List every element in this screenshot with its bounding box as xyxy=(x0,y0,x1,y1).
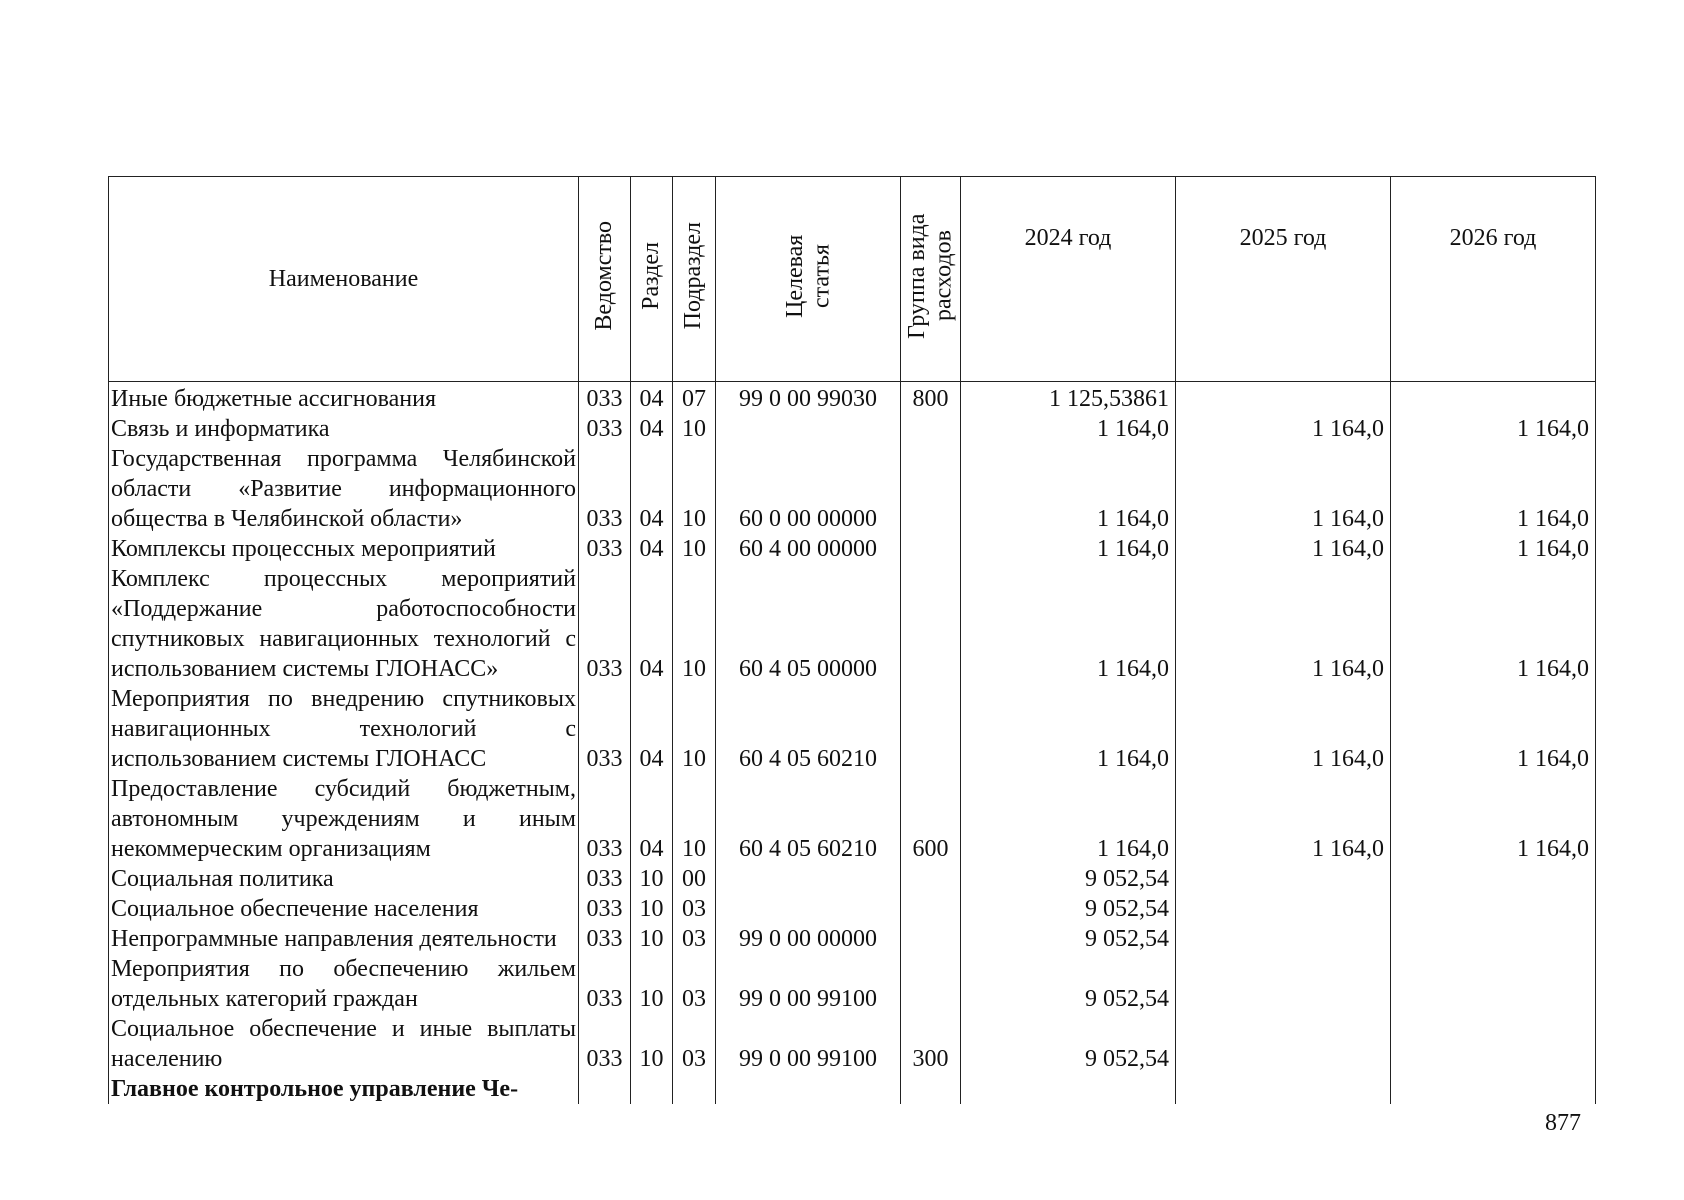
cell-gruppa-vida-rashodov xyxy=(901,534,961,564)
cell-razdel: 10 xyxy=(631,894,673,924)
cell-podrazdel: 10 xyxy=(673,414,716,444)
cell-razdel: 04 xyxy=(631,444,673,534)
cell-2024: 9 052,54 xyxy=(961,924,1176,954)
cell-2025: 1 164,0 xyxy=(1176,684,1391,774)
cell-2026 xyxy=(1391,894,1596,924)
budget-table xyxy=(108,176,1596,1104)
cell-name: Мероприятия по внедрению спутниковых навигационных технологий с использованием системы ГЛОНАСС xyxy=(109,684,579,774)
cell-2025: 1 164,0 xyxy=(1176,564,1391,684)
cell-2024: 9 052,54 xyxy=(961,954,1176,1014)
cell-name: Иные бюджетные ассигнования xyxy=(109,382,579,415)
cell-2024: 1 164,0 xyxy=(961,684,1176,774)
table-row xyxy=(109,894,1596,924)
cell-celevaya-statya xyxy=(716,864,901,894)
cell-podrazdel xyxy=(673,1074,716,1104)
table-row xyxy=(109,564,1596,684)
cell-gruppa-vida-rashodov xyxy=(901,1074,961,1104)
cell-celevaya-statya xyxy=(716,1074,901,1104)
table-body xyxy=(109,382,1596,1105)
cell-2026 xyxy=(1391,924,1596,954)
header-celevaya-statya: Целевая статья xyxy=(716,177,901,382)
cell-2025: 1 164,0 xyxy=(1176,534,1391,564)
cell-podrazdel: 10 xyxy=(673,564,716,684)
cell-celevaya-statya: 60 4 00 00000 xyxy=(716,534,901,564)
table-row xyxy=(109,444,1596,534)
cell-vedomstvo: 033 xyxy=(579,444,631,534)
table-row xyxy=(109,1014,1596,1074)
cell-name: Мероприятия по обеспечению жильем отдельных категорий граждан xyxy=(109,954,579,1014)
cell-2026: 1 164,0 xyxy=(1391,534,1596,564)
table-row xyxy=(109,1074,1596,1104)
cell-celevaya-statya: 60 4 05 60210 xyxy=(716,774,901,864)
cell-razdel: 04 xyxy=(631,414,673,444)
cell-2026 xyxy=(1391,1074,1596,1104)
table-row xyxy=(109,414,1596,444)
cell-vedomstvo: 033 xyxy=(579,864,631,894)
cell-razdel: 04 xyxy=(631,774,673,864)
cell-2024: 1 164,0 xyxy=(961,774,1176,864)
cell-podrazdel: 03 xyxy=(673,894,716,924)
cell-name: Связь и информатика xyxy=(109,414,579,444)
cell-2026 xyxy=(1391,864,1596,894)
cell-gruppa-vida-rashodov xyxy=(901,564,961,684)
cell-vedomstvo: 033 xyxy=(579,684,631,774)
table-row xyxy=(109,774,1596,864)
cell-2025: 1 164,0 xyxy=(1176,774,1391,864)
cell-2026: 1 164,0 xyxy=(1391,684,1596,774)
cell-name: Главное контрольное управление Че- xyxy=(109,1074,579,1104)
cell-celevaya-statya: 99 0 00 00000 xyxy=(716,924,901,954)
cell-vedomstvo: 033 xyxy=(579,534,631,564)
cell-2024: 9 052,54 xyxy=(961,1014,1176,1074)
table-row xyxy=(109,924,1596,954)
cell-vedomstvo: 033 xyxy=(579,414,631,444)
cell-razdel: 10 xyxy=(631,924,673,954)
cell-2025 xyxy=(1176,954,1391,1014)
cell-celevaya-statya: 99 0 00 99100 xyxy=(716,1014,901,1074)
cell-name: Социальная политика xyxy=(109,864,579,894)
cell-podrazdel: 10 xyxy=(673,774,716,864)
page-number: 877 xyxy=(1545,1110,1581,1136)
cell-gruppa-vida-rashodov xyxy=(901,414,961,444)
header-2026: 2026 год xyxy=(1391,177,1596,382)
cell-2025 xyxy=(1176,382,1391,415)
cell-razdel: 04 xyxy=(631,684,673,774)
cell-gruppa-vida-rashodov: 300 xyxy=(901,1014,961,1074)
cell-vedomstvo: 033 xyxy=(579,924,631,954)
cell-podrazdel: 10 xyxy=(673,684,716,774)
cell-gruppa-vida-rashodov xyxy=(901,444,961,534)
table-row xyxy=(109,382,1596,415)
cell-2026: 1 164,0 xyxy=(1391,444,1596,534)
cell-2025 xyxy=(1176,924,1391,954)
cell-2025 xyxy=(1176,864,1391,894)
cell-celevaya-statya: 60 4 05 60210 xyxy=(716,684,901,774)
cell-2026: 1 164,0 xyxy=(1391,414,1596,444)
cell-2024: 1 164,0 xyxy=(961,564,1176,684)
cell-name: Предоставление субсидий бюджетным, автономным учреждениям и иным некоммерческим организациям xyxy=(109,774,579,864)
cell-vedomstvo: 033 xyxy=(579,1014,631,1074)
cell-2024: 1 164,0 xyxy=(961,444,1176,534)
cell-celevaya-statya: 60 4 05 00000 xyxy=(716,564,901,684)
cell-2024: 9 052,54 xyxy=(961,894,1176,924)
cell-razdel: 04 xyxy=(631,534,673,564)
cell-name: Социальное обеспечение населения xyxy=(109,894,579,924)
table-row xyxy=(109,864,1596,894)
cell-vedomstvo: 033 xyxy=(579,954,631,1014)
header-2024: 2024 год xyxy=(961,177,1176,382)
cell-2025 xyxy=(1176,1074,1391,1104)
cell-2025: 1 164,0 xyxy=(1176,444,1391,534)
cell-gruppa-vida-rashodov xyxy=(901,684,961,774)
cell-razdel: 10 xyxy=(631,1014,673,1074)
cell-podrazdel: 10 xyxy=(673,444,716,534)
cell-name: Комплекс процессных мероприятий «Поддержание работоспособности спутниковых навигационных технологий с использованием системы ГЛОНАСС» xyxy=(109,564,579,684)
cell-celevaya-statya: 99 0 00 99030 xyxy=(716,382,901,415)
cell-gruppa-vida-rashodov xyxy=(901,954,961,1014)
header-podrazdel: Подраздел xyxy=(673,177,716,382)
cell-2024: 1 164,0 xyxy=(961,414,1176,444)
cell-gruppa-vida-rashodov: 600 xyxy=(901,774,961,864)
cell-celevaya-statya xyxy=(716,414,901,444)
header-name: Наименование xyxy=(109,177,579,382)
cell-podrazdel: 10 xyxy=(673,534,716,564)
cell-2025: 1 164,0 xyxy=(1176,414,1391,444)
cell-2026 xyxy=(1391,382,1596,415)
cell-name: Социальное обеспечение и иные выплаты населению xyxy=(109,1014,579,1074)
cell-razdel: 04 xyxy=(631,382,673,415)
header-razdel: Раздел xyxy=(631,177,673,382)
cell-2025 xyxy=(1176,1014,1391,1074)
cell-gruppa-vida-rashodov xyxy=(901,924,961,954)
table-header xyxy=(109,177,1596,382)
cell-gruppa-vida-rashodov: 800 xyxy=(901,382,961,415)
header-gruppa-vida-rashodov: Группа вида расходов xyxy=(901,177,961,382)
cell-vedomstvo: 033 xyxy=(579,564,631,684)
cell-2026: 1 164,0 xyxy=(1391,774,1596,864)
cell-vedomstvo: 033 xyxy=(579,774,631,864)
cell-2025 xyxy=(1176,894,1391,924)
cell-vedomstvo: 033 xyxy=(579,894,631,924)
cell-razdel: 10 xyxy=(631,864,673,894)
cell-celevaya-statya: 60 0 00 00000 xyxy=(716,444,901,534)
cell-2024: 1 164,0 xyxy=(961,534,1176,564)
cell-podrazdel: 03 xyxy=(673,1014,716,1074)
cell-podrazdel: 00 xyxy=(673,864,716,894)
header-2025: 2025 год xyxy=(1176,177,1391,382)
cell-2026: 1 164,0 xyxy=(1391,564,1596,684)
cell-vedomstvo: 033 xyxy=(579,382,631,415)
cell-2024: 1 125,53861 xyxy=(961,382,1176,415)
cell-podrazdel: 07 xyxy=(673,382,716,415)
cell-razdel: 04 xyxy=(631,564,673,684)
cell-gruppa-vida-rashodov xyxy=(901,894,961,924)
cell-2024: 9 052,54 xyxy=(961,864,1176,894)
cell-2026 xyxy=(1391,1014,1596,1074)
table-row xyxy=(109,534,1596,564)
table-row xyxy=(109,684,1596,774)
cell-razdel: 10 xyxy=(631,954,673,1014)
cell-name: Непрограммные направления деятельности xyxy=(109,924,579,954)
cell-celevaya-statya: 99 0 00 99100 xyxy=(716,954,901,1014)
cell-celevaya-statya xyxy=(716,894,901,924)
cell-gruppa-vida-rashodov xyxy=(901,864,961,894)
table-row xyxy=(109,954,1596,1014)
header-vedomstvo: Ведомство xyxy=(579,177,631,382)
cell-podrazdel: 03 xyxy=(673,954,716,1014)
cell-vedomstvo xyxy=(579,1074,631,1104)
cell-2026 xyxy=(1391,954,1596,1014)
cell-name: Государственная программа Челябинской области «Развитие информационного общества в Челябинской области» xyxy=(109,444,579,534)
cell-2024 xyxy=(961,1074,1176,1104)
cell-podrazdel: 03 xyxy=(673,924,716,954)
cell-name: Комплексы процессных мероприятий xyxy=(109,534,579,564)
cell-razdel xyxy=(631,1074,673,1104)
